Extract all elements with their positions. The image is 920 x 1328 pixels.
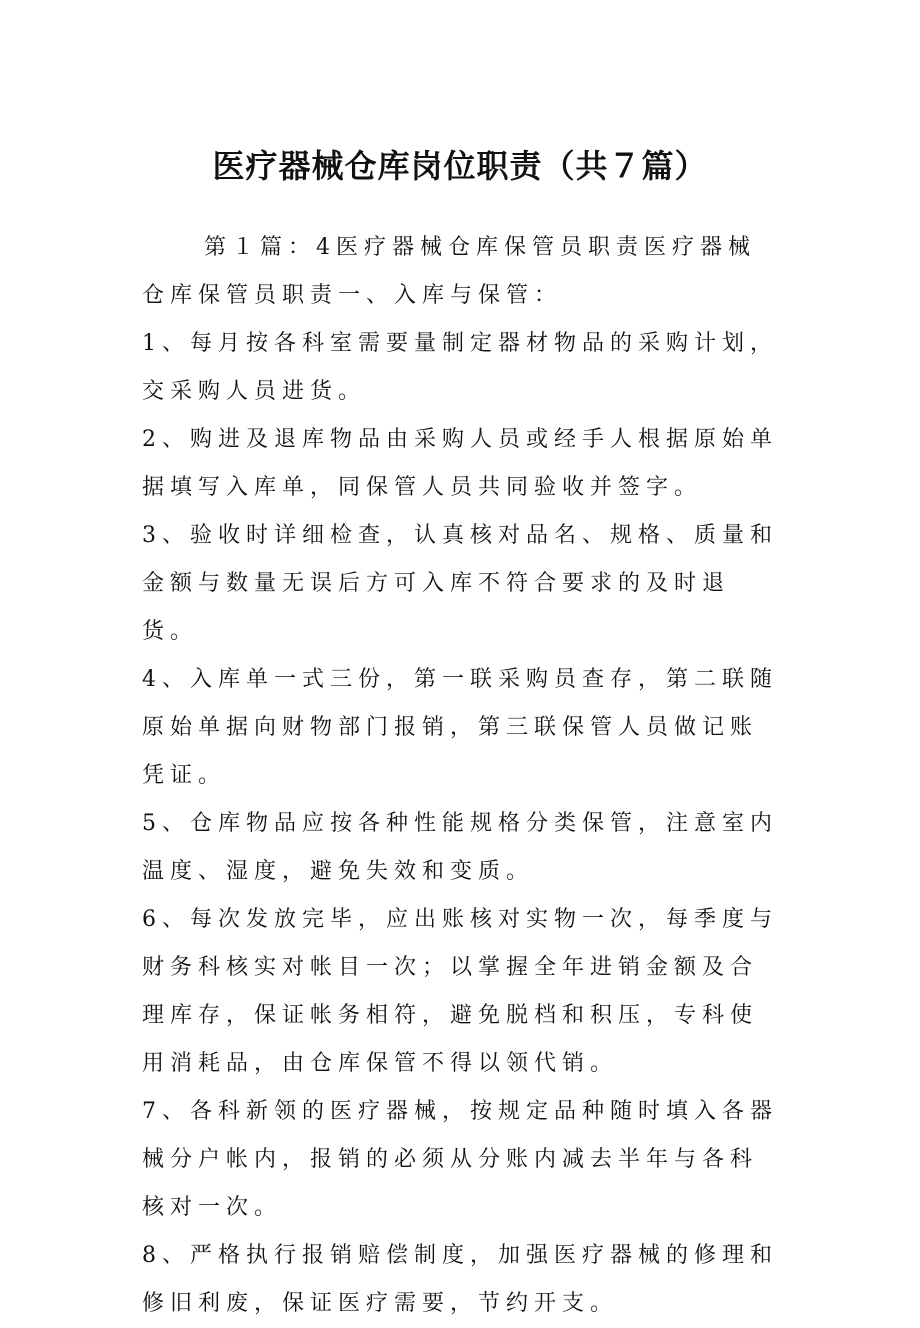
- duty-item-7: 7、各科新领的医疗器械，按规定品种随时填入各器械分户帐内，报销的必须从分账内减去半年与各科核对一次。: [142, 1099, 778, 1220]
- duty-item-6: 6、每次发放完毕，应出账核对实物一次，每季度与财务科核实对帐目一次；以掌握全年进销金额及合理库存，保证帐务相符，避免脱档和积压，专科使用消耗品，由仓库保管不得以领代销。: [142, 907, 778, 1076]
- intro-paragraph: 第１篇：4医疗器械仓库保管员职责医疗器械仓库保管员职责一、入库与保管：: [142, 235, 756, 308]
- duty-item-8: 8、严格执行报销赔偿制度，加强医疗器械的修理和修旧利废，保证医疗需要，节约开支。: [142, 1243, 778, 1316]
- duty-item-4: 4、入库单一式三份，第一联采购员查存，第二联随原始单据向财物部门报销，第三联保管人员做记账凭证。: [142, 667, 778, 788]
- document-body: [142, 224, 782, 1328]
- document-title: 医疗器械仓库岗位职责（共７篇）: [212, 147, 708, 185]
- duty-item-2: 2、购进及退库物品由采购人员或经手人根据原始单据填写入库单，同保管人员共同验收并签字。: [142, 427, 778, 500]
- duty-item-5: 5、仓库物品应按各种性能规格分类保管，注意室内温度、湿度，避免失效和变质。: [142, 811, 778, 884]
- duty-item-1: 1、每月按各科室需要量制定器材物品的采购计划，交采购人员进货。: [142, 331, 778, 404]
- duty-item-3: 3、验收时详细检查，认真核对品名、规格、质量和金额与数量无误后方可入库不符合要求的及时退货。: [142, 523, 778, 644]
